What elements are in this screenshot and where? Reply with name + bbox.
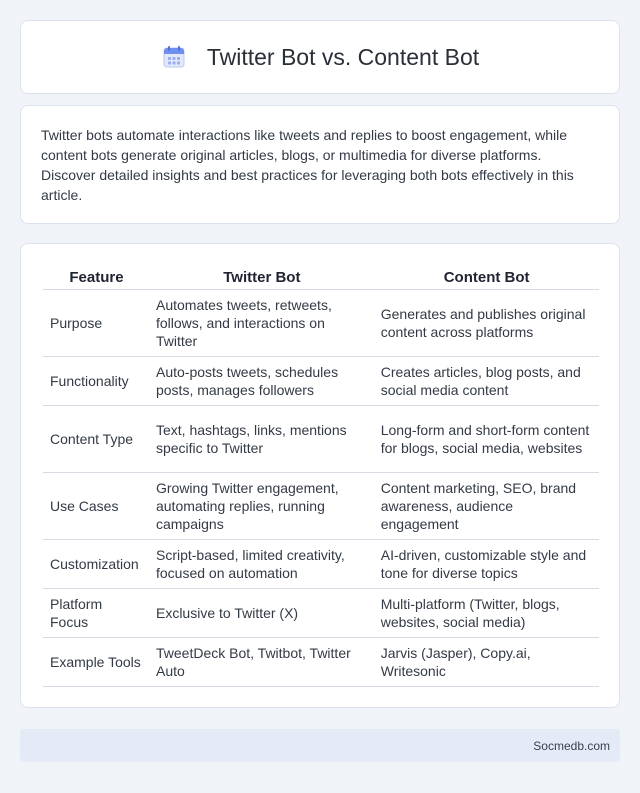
comparison-table	[43, 266, 599, 687]
content-bot-cell: Content marketing, SEO, brand awareness, audience engagement	[374, 472, 599, 539]
table-row	[44, 405, 600, 472]
content-bot-cell: Creates articles, blog posts, and social media content	[374, 356, 599, 405]
header-twitter-bot: Twitter Bot	[149, 266, 374, 289]
twitter-bot-cell: Script-based, limited creativity, focused on automation	[149, 539, 374, 588]
table-header-row	[44, 266, 600, 289]
feature-cell: Content Type	[44, 405, 150, 472]
table-row	[44, 472, 600, 539]
feature-cell: Purpose	[44, 289, 150, 356]
calendar-icon	[161, 44, 187, 70]
table-row	[44, 539, 600, 588]
feature-cell: Functionality	[44, 356, 150, 405]
footer-site-name[interactable]: Socmedb.com	[533, 738, 610, 753]
table-row	[44, 588, 600, 637]
content-bot-cell: Generates and publishes original content across platforms	[374, 289, 599, 356]
twitter-bot-cell: TweetDeck Bot, Twitbot, Twitter Auto	[149, 637, 374, 686]
comparison-table-card	[20, 243, 620, 708]
header-feature: Feature	[44, 266, 150, 289]
page-title: Twitter Bot vs. Content Bot	[206, 43, 480, 70]
feature-cell: Customization	[44, 539, 150, 588]
feature-cell: Use Cases	[44, 472, 150, 539]
intro-card	[20, 105, 620, 224]
content-bot-cell: Long-form and short-form content for blogs, social media, websites	[374, 405, 599, 472]
header-content-bot: Content Bot	[374, 266, 599, 289]
twitter-bot-cell: Text, hashtags, links, mentions specific to Twitter	[149, 405, 374, 472]
twitter-bot-cell: Growing Twitter engagement, automating replies, running campaigns	[149, 472, 374, 539]
twitter-bot-cell: Automates tweets, retweets, follows, and interactions on Twitter	[149, 289, 374, 356]
twitter-bot-cell: Exclusive to Twitter (X)	[149, 588, 374, 637]
content-bot-cell: Jarvis (Jasper), Copy.ai, Writesonic	[374, 637, 599, 686]
content-bot-cell: AI-driven, customizable style and tone for diverse topics	[374, 539, 599, 588]
table-row	[44, 637, 600, 686]
content-bot-cell: Multi-platform (Twitter, blogs, websites, social media)	[374, 588, 599, 637]
twitter-bot-cell: Auto-posts tweets, schedules posts, manages followers	[149, 356, 374, 405]
table-row	[44, 356, 600, 405]
title-card	[20, 20, 620, 94]
footer	[20, 729, 620, 762]
intro-text: Twitter bots automate interactions like tweets and replies to boost engagement, while content bots generate original articles, blogs, or multimedia for diverse platforms. Discover detailed insights and best practices for leveraging both bots effectively in this article.	[41, 127, 574, 203]
table-row	[44, 289, 600, 356]
feature-cell: Platform Focus	[44, 588, 150, 637]
feature-cell: Example Tools	[44, 637, 150, 686]
